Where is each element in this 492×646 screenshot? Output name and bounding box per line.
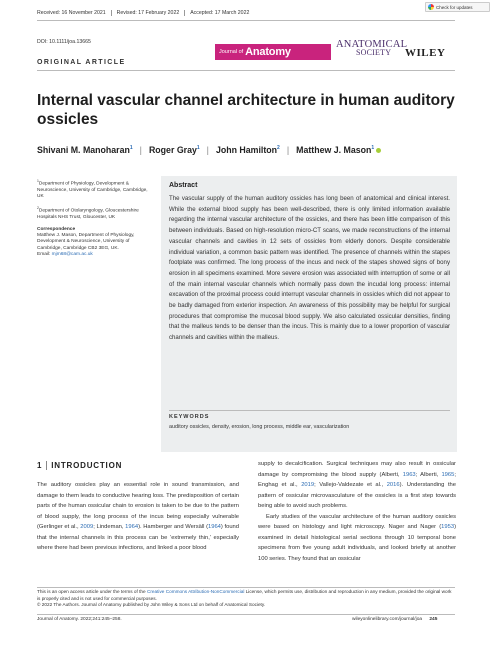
anatomical-society-logo (336, 41, 407, 57)
article-type: ORIGINAL ARTICLE (37, 59, 126, 66)
license-footnote: This is an open access article under the terms of the Creative Commons Attribution-NonCommercial License, which permits use, distribution and reproduction in any medium, provided the original work is properly cited and is not used for commercial purposes. © 2022 The Authors. Journal of Anatomy published by John Wiley & Sons Ltd on behalf of Anatomical Society. (37, 589, 452, 607)
author-name[interactable]: Roger Gray$^1$ (148, 145, 200, 155)
crossmark-icon (428, 4, 434, 10)
footer-divider (37, 614, 455, 615)
citation-link[interactable]: 1965 (441, 471, 455, 478)
citation-link[interactable]: 1964 (208, 524, 221, 530)
abstract-heading: Abstract (169, 182, 198, 189)
journal-citation: Journal of Anatomy. 2022;241:245–258. (37, 617, 122, 622)
journal-url[interactable]: wileyonlinelibrary.com/journal/joa (352, 617, 423, 622)
author-separator: | (139, 145, 142, 155)
citation-link[interactable]: 2009 (80, 524, 94, 530)
abstract-text: The vascular supply of the human auditory ossicles has long been of anatomical and clinical interest. While the external blood supply has been well-described, there is only limited information available regarding the internal vascular architecture of the ossicles, and there has been little comparison of this between individuals. Based on high-resolution micro-CT scans, we made reconstructions of the internal vascular channels and cavities in 12 sets of ossicles from elderly donors. Despite considerable individual variation, a common basic pattern was identified. The presence of channels within the stapes footplate was confirmed. The long process of the incus and neck of the stapes showed signs of bony erosion in all specimens examined. More severe erosion was associated with interruption of some or all of the main internal vascular channels which normally pass down the incudal long process: internal excavation of the proximal process could interrupt vascular channels in ossicles which did not appear to be badly damaged from exterior inspection. An awareness of this possibility may be helpful for surgical procedures that compromise the mucosal blood supply. We also calculated ossicular densities, finding that the malleus tends to be denser than the incus. This is mainly due to a lower proportion of vascular channels and cavities within the malleus. (169, 195, 450, 342)
author-separator: | (206, 145, 209, 155)
wiley-logo: WILEY (405, 47, 446, 59)
received-date: Received: 16 November 2021 (37, 10, 106, 16)
intro-left-column: The auditory ossicles play an essential role in sound transmission, and damage to them leads to conductive hearing loss. The predisposition of certain parts of the human ossicular chain to erosion is taken to be due to the pattern of blood supply, the long process of the incus being especially vulnerable (Gerlinger et al., 2009; Lindeman, 1964). Hamberger and Wersäll (1964) found that the internal channels in this process can be ‘extremely thin,’ especially where there had been previous infections, and linked a poor blood (37, 482, 239, 551)
correspondence-heading: Correspondence (37, 226, 76, 232)
section-heading (37, 461, 122, 470)
doi[interactable]: DOI: 10.1111/joa.13665 (37, 39, 91, 45)
journal-prefix: Journal of (219, 49, 244, 55)
citation-link[interactable]: 1963 (402, 471, 416, 478)
correspondence-body: Matthew J. Mason, Department of Physiology, Development & Neuroscience, University of Cambridge, Cambridge CB2 3EG, UK. Email: mjm68@cam.ac.uk (37, 232, 135, 257)
footer-right (352, 617, 437, 622)
page-number: 245 (429, 617, 438, 622)
author-list (37, 145, 381, 155)
author-name[interactable]: Matthew J. Mason$^1$ (296, 145, 381, 155)
section-heading-bar (46, 461, 47, 470)
author-name[interactable]: Shivani M. Manoharan$^1$ (37, 145, 133, 155)
article-dates (37, 10, 254, 16)
intro-right-column (258, 459, 456, 564)
section-number: 1 (37, 461, 43, 470)
accepted-date: Accepted: 17 March 2022 (184, 10, 254, 16)
check-for-updates-badge[interactable] (425, 2, 490, 12)
keywords-text: auditory ossicles, density, erosion, long process, middle ear, vascularization (169, 424, 350, 430)
affiliation-1: $^1$Department of Physiology, Development & Neuroscience, University of Cambridge, Cambridge, UK (37, 179, 148, 200)
license-link[interactable]: Creative Commons Attribution-NonCommercial (146, 589, 245, 594)
affiliation-2: $^2$Department of Otolaryngology, Gloucestershire Hospitals NHS Trust, Gloucester, UK (37, 206, 139, 221)
correspondence-email[interactable]: mjm68@cam.ac.uk (51, 251, 93, 257)
author-separator: | (286, 145, 290, 155)
footnote-divider (37, 587, 455, 588)
header-divider (37, 20, 455, 21)
affiliations (37, 178, 155, 263)
revised-date: Revised: 17 February 2022 (111, 10, 185, 16)
keywords-divider (169, 410, 450, 411)
journal-logo (215, 44, 331, 60)
citation-link[interactable]: 2019 (301, 482, 315, 488)
paragraph: supply to decalcification. Surgical techniques may also result in ossicular damage by compromising the blood supply (Alberti, 1963; Alberti, 1965; Enghag et al., 2019; Vallejo-Valdezate et al., 2016). Understanding the pattern of ossicular microvasculature of the ossicles is a first step towards being able to avoid such problems. (258, 461, 456, 509)
society-line1: ANATOMICAL (336, 39, 408, 50)
section-title: INTRODUCTION (51, 461, 123, 470)
copyright-line: © 2022 The Authors. Journal of Anatomy published by John Wiley & Sons Ltd on behalf of Anatomical Society. (37, 602, 266, 607)
author-name[interactable]: John Hamilton$^2$ (215, 145, 280, 155)
article-type-divider (37, 70, 455, 71)
paragraph: Early studies of the vascular architecture of the human auditory ossicles were based on histology and light microscopy. Nager and Nager (1953) examined in detail histological serial sections through 10 temporal bone specimens from five young adult individuals, and looked briefly at another 100 series. They found that an ossicular (258, 513, 456, 562)
orcid-icon[interactable] (376, 148, 381, 153)
article-title: Internal vascular channel architecture in human auditory ossicles (37, 92, 455, 128)
citation-link[interactable]: 1953 (441, 524, 455, 530)
keywords-heading: KEYWORDS (169, 414, 210, 420)
society-line2: SOCIETY (356, 48, 392, 57)
citation-link[interactable]: 2016 (386, 482, 400, 488)
check-updates-label: Check for updates (436, 4, 473, 10)
journal-name: Anatomy (245, 46, 291, 58)
citation-link[interactable]: 1964 (125, 524, 139, 530)
